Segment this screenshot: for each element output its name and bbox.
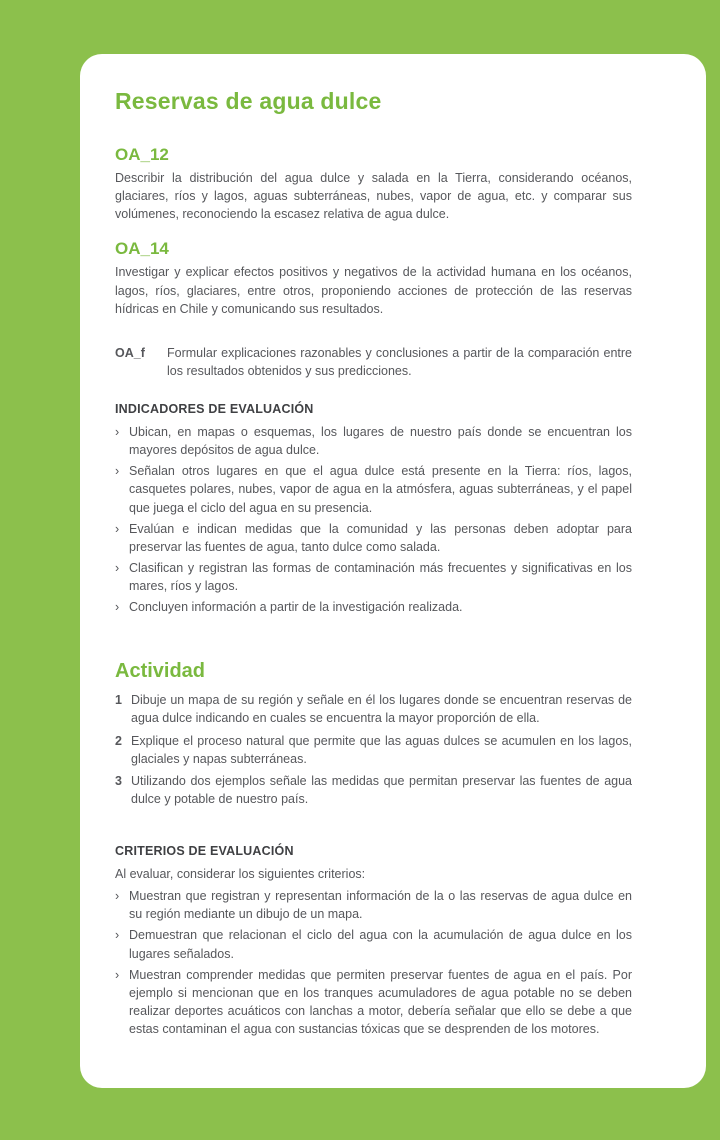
criterio-text-2: Demuestran que relacionan el ciclo del agua con la acumulación de agua dulce en los lugares señalados. [129, 928, 632, 961]
bullet-marker: › [115, 928, 120, 943]
actividad-item-2 [115, 732, 632, 768]
indicador-item-2 [115, 462, 632, 516]
criterio-item-1 [115, 887, 632, 923]
indicador-text-3: Evalúan e indican medidas que la comunidad y las personas deben adoptar para preservar las fuentes de agua, tanto dulce como salada. [129, 521, 632, 554]
oa14-body: Investigar y explicar efectos positivos y negativos de la actividad humana en los océanos, lagos, ríos, glaciares, entre otros, proponiendo acciones de protección de las reservas hídricas en Chile y comunicando sus resultados. [115, 265, 632, 316]
indicador-text-1: Ubican, en mapas o esquemas, los lugares de nuestro país donde se encuentran los mayores depósitos de agua dulce. [129, 425, 632, 458]
actividad-number-2: 2 [115, 733, 122, 748]
actividad-heading: Actividad [115, 660, 206, 683]
bullet-marker: › [115, 425, 120, 439]
section-criterios [115, 844, 632, 1038]
indicador-text-2: Señalan otros lugares en que el agua dulce está presente en la Tierra: ríos, lagos, casquetes polares, nubes, vapor de agua en la atmósfera, aguas subterráneas, y el papel que juega el ciclo del agua en su presencia. [129, 464, 632, 515]
indicadores-heading: INDICADORES DE EVALUACIÓN [115, 402, 314, 416]
indicador-item-5 [115, 598, 632, 616]
criterio-text-3: Muestran comprender medidas que permiten preservar fuentes de agua en el país. Por ejemplo si mencionan que en los tranques acumuladores de agua potable no se deben realizar deportes acuáticos con lanchas a motor, debería señalar que ello se debe a que estas contaminan el agua con sustancias tóxicas que se desprenden de los motores. [129, 967, 632, 1036]
actividad-number-3: 3 [115, 773, 122, 788]
bullet-marker: › [115, 560, 120, 575]
section-oa12 [115, 145, 632, 223]
oa14-heading: OA_14 [115, 239, 169, 259]
bullet-marker: › [115, 464, 120, 479]
oa12-body: Describir la distribución del agua dulce y salada en la Tierra, considerando océanos, glaciares, ríos y lagos, aguas subterráneas, nubes, vapor de agua, etc. y comparar sus volúmenes, reconociendo la escasez relativa de agua dulce. [115, 171, 632, 222]
oa-f-item [115, 344, 632, 380]
bullet-marker: › [115, 521, 120, 536]
criterio-item-2 [115, 926, 632, 962]
section-oa14 [115, 239, 632, 317]
indicador-text-5: Concluyen información a partir de la investigación realizada. [129, 600, 463, 615]
criterios-heading: CRITERIOS DE EVALUACIÓN [115, 844, 294, 858]
indicador-text-4: Clasifican y registran las formas de contaminación más frecuentes y significativas en los mares, ríos y lagos. [129, 560, 632, 593]
actividad-text-1: Dibuje un mapa de su región y señale en él los lugares donde se encuentran reservas de agua dulce indicando en cuales se encuentra la mayor proporción de ella. [131, 693, 632, 726]
indicador-item-4 [115, 559, 632, 595]
bullet-marker: › [115, 967, 120, 982]
actividad-number-1: 1 [115, 693, 122, 708]
indicador-item-3 [115, 520, 632, 556]
document-page [80, 54, 706, 1088]
section-actividad [115, 660, 632, 808]
oa12-heading: OA_12 [115, 145, 169, 164]
bullet-marker: › [115, 889, 120, 904]
oa-f-text: Formular explicaciones razonables y conclusiones a partir de la comparación entre los resultados obtenidos y sus predicciones. [167, 345, 632, 378]
oa-f-label: OA_f [115, 345, 145, 360]
indicador-item-1 [115, 423, 632, 459]
bullet-marker: › [115, 600, 120, 615]
section-indicadores [115, 402, 632, 616]
actividad-item-3 [115, 772, 632, 808]
actividad-text-2: Explique el proceso natural que permite que las aguas dulces se acumulen en los lagos, glaciales y napas subterráneas. [131, 733, 632, 766]
criterio-text-1: Muestran que registran y representan información de la o las reservas de agua dulce en su región mediante un dibujo de un mapa. [129, 889, 632, 922]
criterio-item-3 [115, 966, 632, 1039]
page-title: Reservas de agua dulce [115, 88, 382, 114]
criterios-intro: Al evaluar, considerar los siguientes criterios: [115, 867, 366, 881]
actividad-text-3: Utilizando dos ejemplos señale las medidas que permitan preservar las fuentes de agua dulce y potable de nuestro país. [131, 773, 632, 806]
actividad-item-1 [115, 691, 632, 727]
